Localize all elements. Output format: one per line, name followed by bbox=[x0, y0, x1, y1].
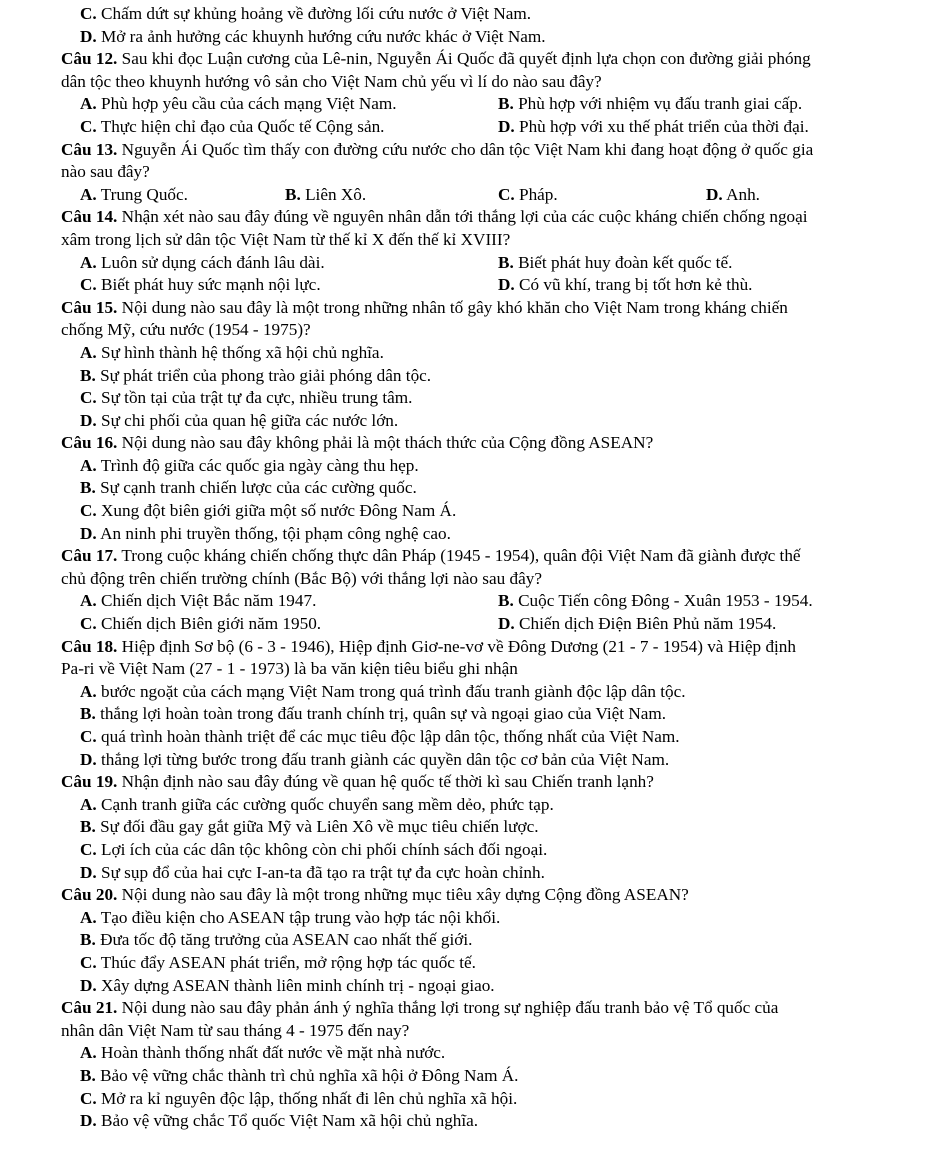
option-b: B. Liên Xô. bbox=[285, 184, 367, 204]
option-d: D. Mở ra ảnh hưởng các khuynh hướng cứu nước khác ở Việt Nam. bbox=[80, 26, 546, 46]
option-c: C. Sự tồn tại của trật tự đa cực, nhiều trung tâm. bbox=[80, 388, 413, 408]
question-text-cont: nào sau đây? bbox=[61, 162, 150, 182]
option-row bbox=[0, 252, 948, 275]
question-18 bbox=[0, 636, 948, 772]
option-row bbox=[0, 613, 948, 636]
question-17 bbox=[0, 545, 948, 635]
question-text-cont: chủ động trên chiến trường chính (Bắc Bộ) với thắng lợi nào sau đây? bbox=[61, 568, 542, 588]
question-text-cont: Pa-ri về Việt Nam (27 - 1 - 1973) là ba văn kiện tiêu biểu ghi nhận bbox=[61, 659, 518, 679]
option-b: B. Sự đối đầu gay gắt giữa Mỹ và Liên Xô về mục tiêu chiến lược. bbox=[80, 817, 539, 837]
question-text-cont: nhân dân Việt Nam từ sau tháng 4 - 1975 đến nay? bbox=[61, 1020, 410, 1040]
option-d: D. Chiến dịch Điện Biên Phủ năm 1954. bbox=[498, 614, 777, 634]
option-d: D. Sự sụp đổ của hai cực I-an-ta đã tạo ra trật tự đa cực hoàn chỉnh. bbox=[80, 862, 545, 882]
option-c: C. Chấm dứt sự khủng hoảng về đường lối cứu nước ở Việt Nam. bbox=[80, 4, 532, 23]
option-d: D. Sự chi phối của quan hệ giữa các nước lớn. bbox=[80, 410, 399, 430]
question-text: Câu 18. Hiệp định Sơ bộ (6 - 3 - 1946), Hiệp định Giơ-ne-vơ về Đông Dương (21 - 7 - 1954) và Hiệp định bbox=[61, 636, 796, 656]
option-b: B. Biết phát huy đoàn kết quốc tế. bbox=[498, 252, 733, 272]
option-c: C. Thực hiện chỉ đạo của Quốc tế Cộng sản. bbox=[80, 116, 385, 136]
option-a: A. Cạnh tranh giữa các cường quốc chuyển sang mềm dẻo, phức tạp. bbox=[80, 794, 554, 814]
option-b: B. thắng lợi hoàn toàn trong đấu tranh chính trị, quân sự và ngoại giao của Việt Nam. bbox=[80, 704, 667, 724]
option-a: A. Trung Quốc. bbox=[80, 184, 188, 204]
question-text-cont: xâm trong lịch sử dân tộc Việt Nam từ thế kỉ X đến thế kỉ XVIII? bbox=[61, 229, 511, 249]
question-19 bbox=[0, 771, 948, 884]
question-16 bbox=[0, 432, 948, 545]
option-a: A. bước ngoặt của cách mạng Việt Nam trong quá trình đấu tranh giành độc lập dân tộc. bbox=[80, 681, 686, 701]
question-text-cont: dân tộc theo khuynh hướng vô sản cho Việt Nam chủ yếu vì lí do nào sau đây? bbox=[61, 71, 602, 91]
option-row bbox=[0, 93, 948, 116]
question-13 bbox=[0, 139, 948, 207]
question-text: Câu 15. Nội dung nào sau đây là một trong những nhân tố gây khó khăn cho Việt Nam trong kháng chiến bbox=[61, 297, 788, 317]
option-d: D. Anh. bbox=[706, 184, 760, 204]
option-a: A. Sự hình thành hệ thống xã hội chủ nghĩa. bbox=[80, 342, 384, 362]
option-row bbox=[0, 274, 948, 297]
question-21 bbox=[0, 997, 948, 1133]
question-text: Câu 17. Trong cuộc kháng chiến chống thực dân Pháp (1945 - 1954), quân đội Việt Nam đã giành được thế bbox=[61, 546, 801, 566]
option-row bbox=[0, 116, 948, 139]
question-text: Câu 20. Nội dung nào sau đây là một trong những mục tiêu xây dựng Cộng đồng ASEAN? bbox=[61, 885, 689, 905]
option-c: C. Mở ra kỉ nguyên độc lập, thống nhất đi lên chủ nghĩa xã hội. bbox=[80, 1088, 518, 1108]
option-b: B. Phù hợp với nhiệm vụ đấu tranh giai cấp. bbox=[498, 94, 803, 114]
option-a: A. Trình độ giữa các quốc gia ngày càng thu hẹp. bbox=[80, 455, 419, 475]
option-a: A. Chiến dịch Việt Bắc năm 1947. bbox=[80, 591, 317, 611]
question-text: Câu 12. Sau khi đọc Luận cương của Lê-nin, Nguyễn Ái Quốc đã quyết định lựa chọn con đường giải phóng bbox=[61, 49, 811, 69]
question-20 bbox=[0, 884, 948, 997]
option-d: D. Xây dựng ASEAN thành liên minh chính trị - ngoại giao. bbox=[80, 975, 495, 995]
question-12 bbox=[0, 48, 948, 138]
option-a: A. Hoàn thành thống nhất đất nước về mặt nhà nước. bbox=[80, 1043, 446, 1063]
option-c: C. Pháp. bbox=[498, 184, 558, 204]
exam-page bbox=[0, 3, 948, 1133]
option-d: D. Phù hợp với xu thế phát triển của thời đại. bbox=[498, 116, 809, 136]
question-15 bbox=[0, 297, 948, 433]
option-b: B. Sự cạnh tranh chiến lược của các cường quốc. bbox=[80, 478, 417, 498]
option-b: B. Bảo vệ vững chắc thành trì chủ nghĩa xã hội ở Đông Nam Á. bbox=[80, 1065, 519, 1085]
question-text: Câu 14. Nhận xét nào sau đây đúng về nguyên nhân dẫn tới thắng lợi của các cuộc kháng chiến chống ngoại bbox=[61, 207, 808, 227]
question-text: Câu 19. Nhận định nào sau đây đúng về quan hệ quốc tế thời kì sau Chiến tranh lạnh? bbox=[61, 772, 654, 792]
option-a: A. Luôn sử dụng cách đánh lâu dài. bbox=[80, 252, 325, 272]
question-text: Câu 13. Nguyễn Ái Quốc tìm thấy con đường cứu nước cho dân tộc Việt Nam khi đang hoạt động ở quốc gia bbox=[61, 139, 814, 159]
question-text: Câu 21. Nội dung nào sau đây phản ánh ý nghĩa thắng lợi trong sự nghiệp đấu tranh bảo vệ Tổ quốc của bbox=[61, 998, 779, 1018]
option-d: D. An ninh phi truyền thống, tội phạm công nghệ cao. bbox=[80, 523, 451, 543]
option-a: A. Tạo điều kiện cho ASEAN tập trung vào hợp tác nội khối. bbox=[80, 907, 501, 927]
option-c: C. quá trình hoàn thành triệt để các mục tiêu độc lập dân tộc, thống nhất của Việt Nam. bbox=[80, 727, 680, 746]
option-b: B. Sự phát triển của phong trào giải phóng dân tộc. bbox=[80, 365, 432, 385]
option-d: D. thắng lợi từng bước trong đấu tranh giành các quyền dân tộc cơ bản của Việt Nam. bbox=[80, 749, 670, 769]
option-d: D. Bảo vệ vững chắc Tổ quốc Việt Nam xã hội chủ nghĩa. bbox=[80, 1111, 479, 1131]
question-14 bbox=[0, 206, 948, 296]
option-c: C. Thúc đẩy ASEAN phát triển, mở rộng hợp tác quốc tế. bbox=[80, 952, 476, 972]
question-text: Câu 16. Nội dung nào sau đây không phải là một thách thức của Cộng đồng ASEAN? bbox=[61, 433, 654, 453]
option-c: C. Biết phát huy sức mạnh nội lực. bbox=[80, 275, 321, 295]
option-d: D. Có vũ khí, trang bị tốt hơn kẻ thù. bbox=[498, 275, 753, 295]
option-b: B. Cuộc Tiến công Đông - Xuân 1953 - 1954. bbox=[498, 591, 813, 611]
option-c: C. Lợi ích của các dân tộc không còn chi phối chính sách đối ngoại. bbox=[80, 839, 548, 859]
option-row bbox=[0, 590, 948, 613]
option-c: C. Xung đột biên giới giữa một số nước Đông Nam Á. bbox=[80, 501, 457, 521]
option-a: A. Phù hợp yêu cầu của cách mạng Việt Nam. bbox=[80, 94, 397, 114]
option-c: C. Chiến dịch Biên giới năm 1950. bbox=[80, 614, 322, 634]
option-b: B. Đưa tốc độ tăng trưởng của ASEAN cao nhất thế giới. bbox=[80, 930, 473, 950]
question-text-cont: chống Mỹ, cứu nước (1954 - 1975)? bbox=[61, 320, 311, 340]
option-row bbox=[0, 184, 948, 207]
